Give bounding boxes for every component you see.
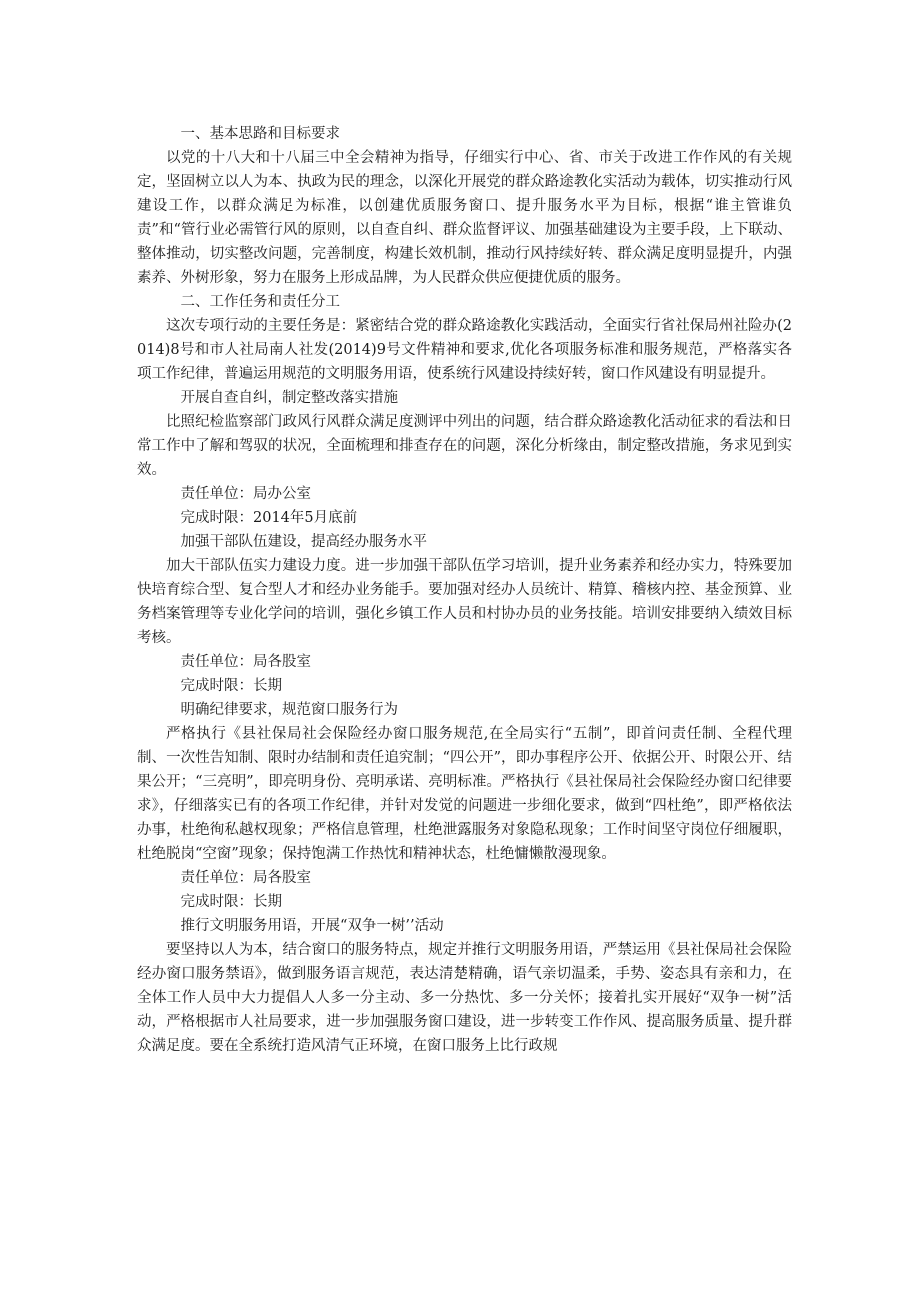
paragraph-main-tasks: 这次专项行动的主要任务是：紧密结合党的群众路途教化实践活动，全面实行省社保局州社险办(2014)8号和市人社局南人社发(2014)9号文件精神和要求,优化各项服务标准和服务规范，严格落实各项工作纪律，普遍运用规范的文明服务用语，使系统行风建设持续好转，窗口作风建设有明显提升。 — [137, 318, 792, 382]
responsible-unit-2: 责任单位：局各股室 — [180, 654, 311, 670]
paragraph-basic-ideas: 以党的十八大和十八届三中全会精神为指导，仔细实行中心、省、市关于改进工作作风的有关规定，坚固树立以人为本、执政为民的理念，以深化开展党的群众路途教化实活动为载体，切实推动行风建设工作，以群众满足为标准，以创建优质服务窗口、提升服务水平为目标，根据“谁主管谁负责”和“管行业必需管行风的原则，以自查自纠、群众监督评议、加强基础建设为主要手段，上下联动、整体推动，切实整改问题，完善制度，构建长效机制，推动行风持续好转、群众满足度明显提升，内强素养、外树形象，努力在服务上形成品牌，为人民群众供应便捷优质的服务。 — [137, 150, 792, 286]
subheading-team-building: 加强干部队伍建设，提高经办服务水平 — [180, 534, 427, 550]
paragraph-self-inspection: 比照纪检监察部门政风行风群众满足度测评中列出的问题，结合群众路途教化活动征求的看法和日常工作中了解和驾驭的状况，全面梳理和排查存在的问题，深化分析缘由，制定整改措施，务求见到实效。 — [137, 414, 792, 478]
subheading-civil-language: 推行文明服务用语，开展“双争一树’’活动 — [180, 918, 444, 934]
section-heading-1: 一、基本思路和目标要求 — [180, 126, 340, 142]
paragraph-civil-language: 要坚持以人为本，结合窗口的服务特点，规定并推行文明服务用语，严禁运用《县社保局社会保险经办窗口服务禁语》，做到服务语言规范，表达清楚精确，语气亲切温柔，手势、姿态具有亲和力，在全体工作人员中大力提倡人人多一分主动、多一分热忱、多一分关怀；接着扎实开展好“双争一树”活动，严格根据市人社局要求，进一步加强服务窗口建设，进一步转变工作作风、提高服务质量、提升群众满足度。要在全系统打造风清气正环境，在窗口服务上比行政规 — [137, 942, 792, 1054]
responsible-unit-3: 责任单位：局各股室 — [180, 870, 311, 886]
deadline-3: 完成时限：长期 — [180, 894, 282, 910]
deadline-2: 完成时限：长期 — [180, 678, 282, 694]
subheading-discipline: 明确纪律要求，规范窗口服务行为 — [180, 702, 398, 718]
paragraph-discipline: 严格执行《县社保局社会保险经办窗口服务规范,在全局实行“五制”，即首问责任制、全程代理制、一次性告知制、限时办结制和责任追究制；“四公开”，即办事程序公开、依据公开、时限公开、结果公开；“三亮明”，即亮明身份、亮明承诺、亮明标准。严格执行《县社保局社会保险经办窗口纪律要求》，仔细落实已有的各项工作纪律，并针对发觉的问题进一步细化要求，做到“四杜绝”，即严格依法办事，杜绝徇私越权现象；严格信息管理，杜绝泄露服务对象隐私现象；工作时间坚守岗位仔细履职，杜绝脱岗“空窗”现象；保持饱满工作热忱和精神状态，杜绝慵懒散漫现象。 — [137, 726, 792, 862]
document-body — [137, 122, 792, 1058]
subheading-self-inspection: 开展自查自纠，制定整改落实措施 — [180, 390, 398, 406]
section-heading-2: 二、工作任务和责任分工 — [180, 294, 340, 310]
paragraph-team-building: 加大干部队伍实力建设力度。进一步加强干部队伍学习培训，提升业务素养和经办实力，特殊要加快培育综合型、复合型人才和经办业务能手。要加强对经办人员统计、精算、稽核内控、基金预算、业务档案管理等专业化学问的培训，强化乡镇工作人员和村协办员的业务技能。培训安排要纳入绩效目标考核。 — [137, 558, 792, 646]
responsible-unit-1: 责任单位：局办公室 — [180, 486, 311, 502]
deadline-1: 完成时限：2014年5月底前 — [180, 510, 358, 526]
